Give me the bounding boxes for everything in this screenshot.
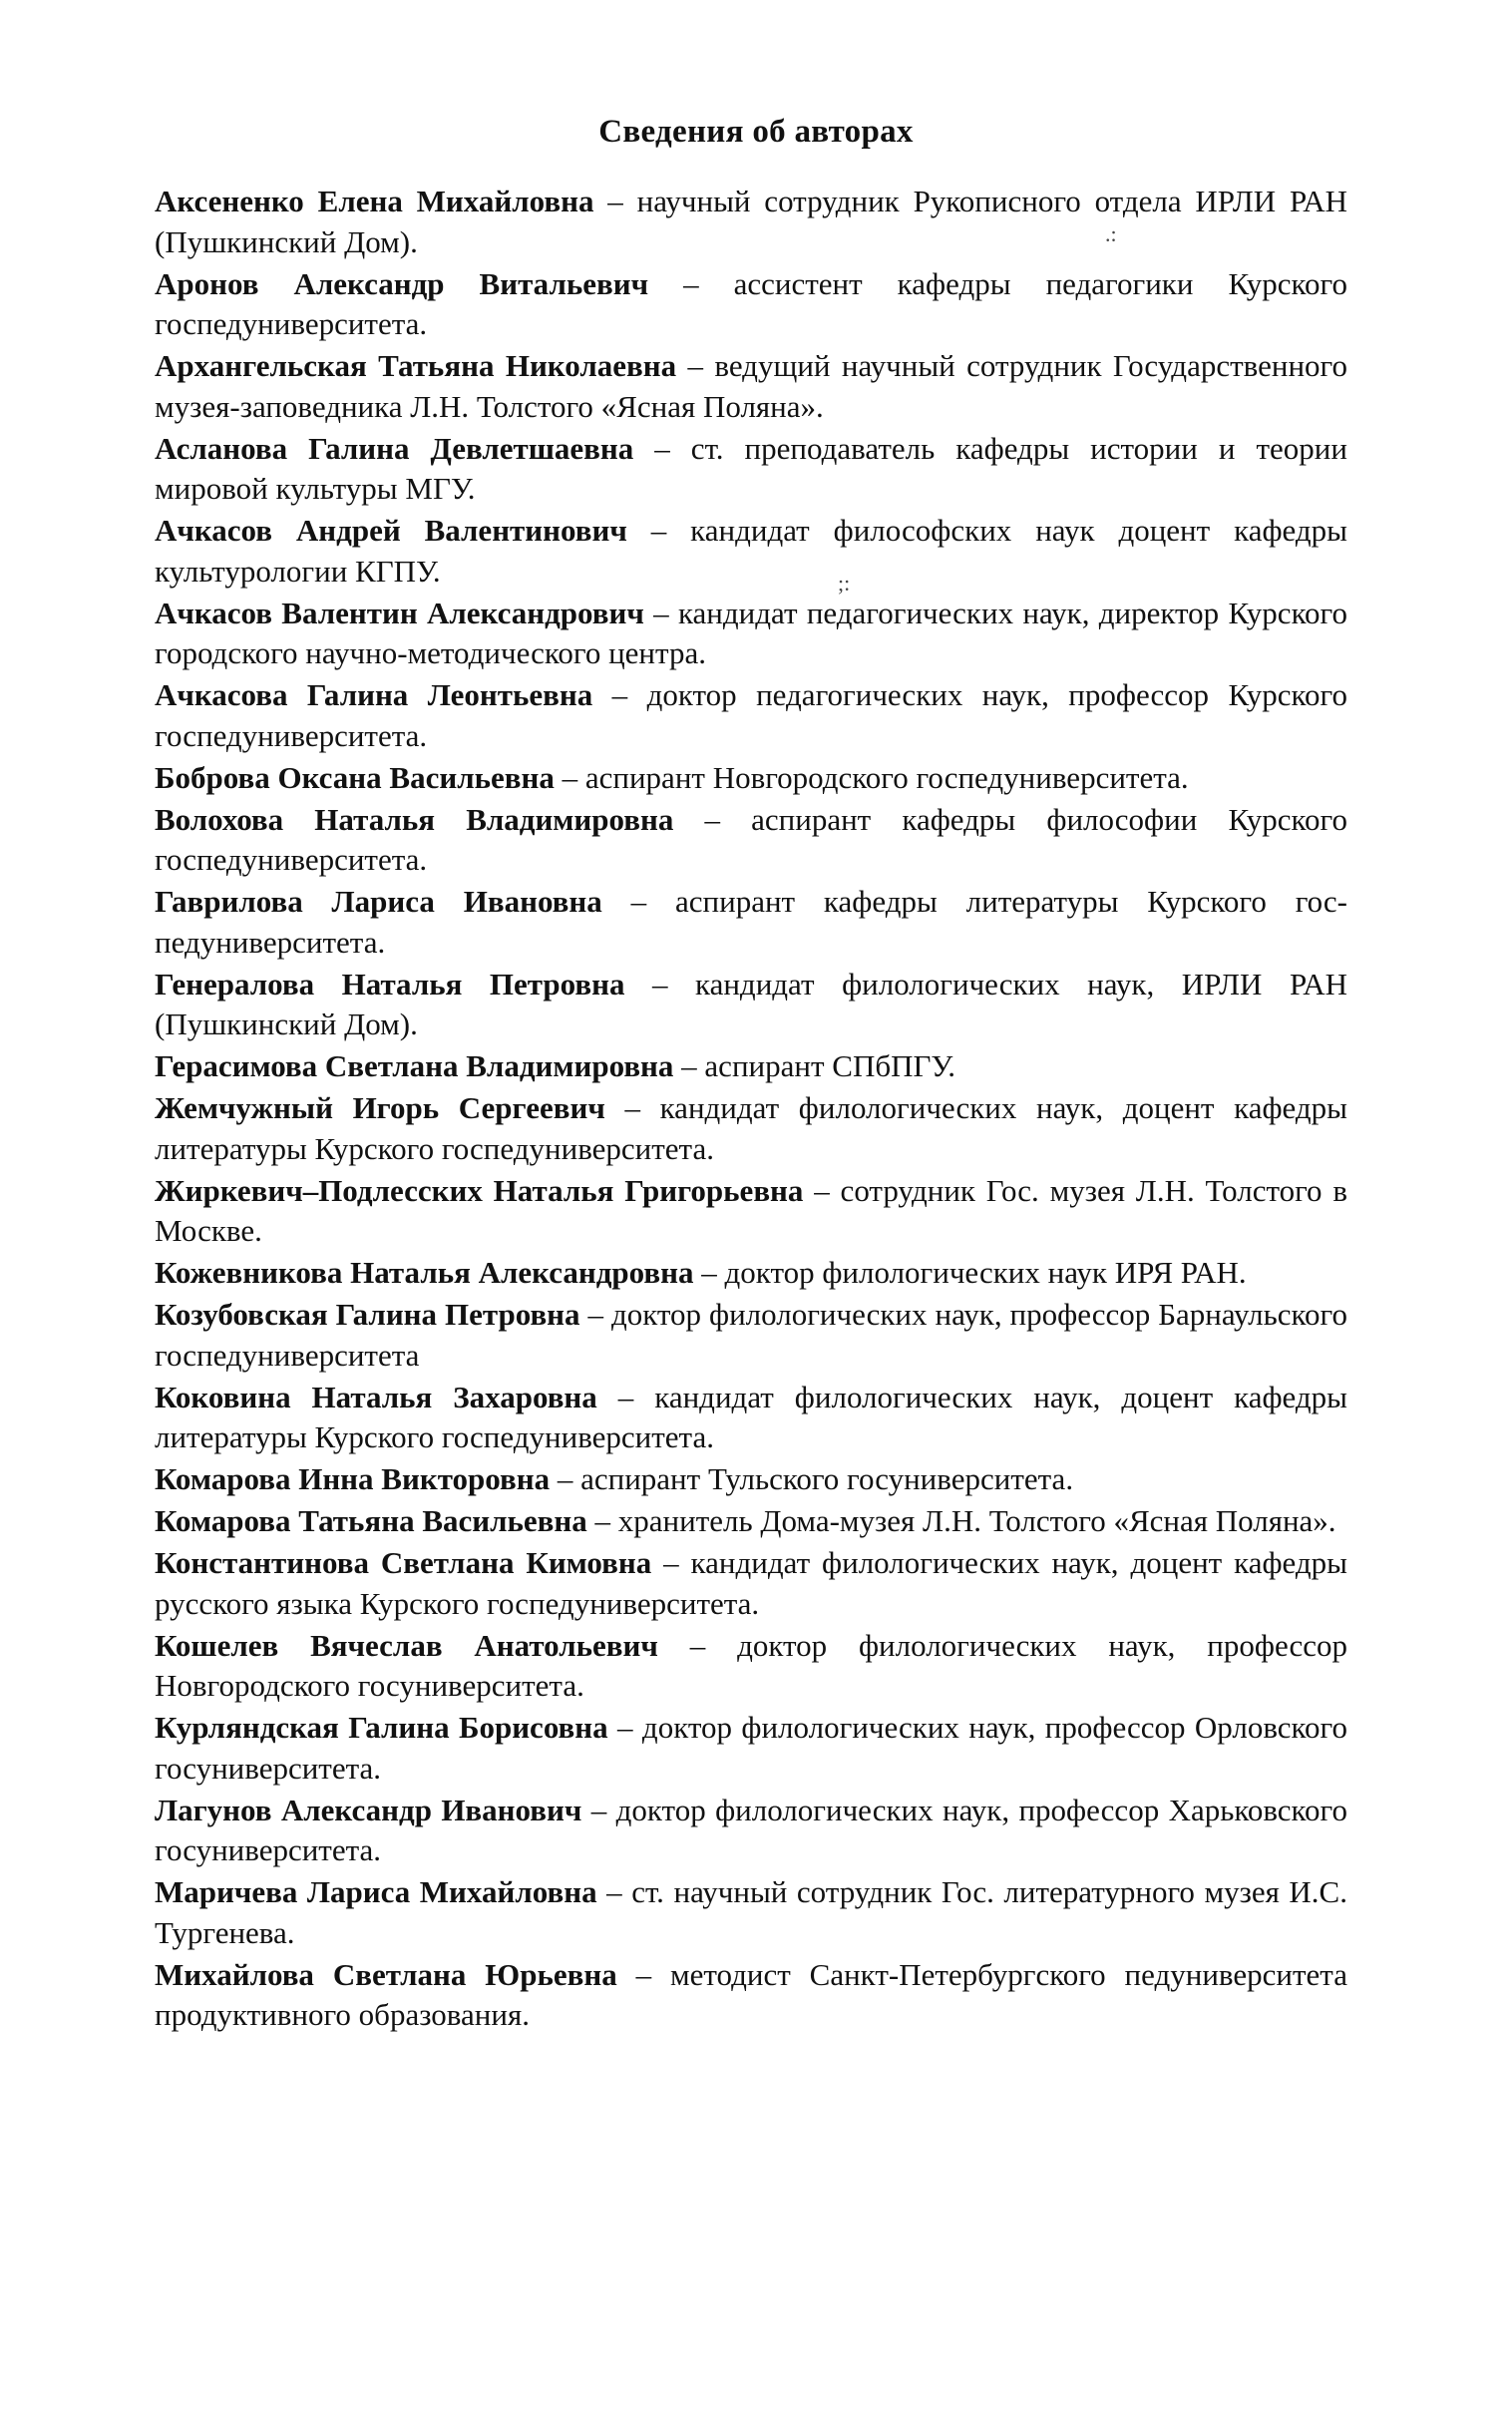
author-description: – ассистент кафедры педагогики Курского госпедуниверситета. xyxy=(155,265,1347,341)
author-entry xyxy=(155,675,1347,756)
author-entry xyxy=(155,182,1347,262)
author-name: Генералова Наталья Петровна xyxy=(155,966,625,1002)
author-entry xyxy=(155,1543,1347,1624)
author-description: – кандидат филологических наук, доцент кафедры литературы Курского госпедуниверситета. xyxy=(155,1090,1348,1166)
author-name: Лагунов Александр Иванович xyxy=(155,1792,582,1827)
author-name: Ачкасова Галина Леонтьевна xyxy=(155,677,593,712)
author-name: Ачкасов Валентин Александрович xyxy=(155,595,644,630)
author-name: Кошелев Вячеслав Анатольевич xyxy=(155,1627,658,1663)
author-description: – аспирант СПбПГУ. xyxy=(673,1048,956,1083)
author-description: – доктор филологических наук, профессор Орловского госуниверситета. xyxy=(155,1710,1347,1786)
author-entry xyxy=(155,1253,1347,1294)
author-description: – доктор филологических наук, профессор Новгородского госуниверситета. xyxy=(155,1627,1347,1703)
author-description: – ст. научный сотрудник Гос. литературного музея И.С. Тургенева. xyxy=(155,1874,1347,1950)
author-entry xyxy=(155,1295,1347,1376)
author-description: – научный сотрудник Рукописного отдела ИРЛИ РАН (Пушкинский Дом). xyxy=(155,184,1347,259)
author-entry xyxy=(155,511,1347,592)
author-entry xyxy=(155,1791,1347,1871)
author-description: – аспирант Новгородского госпедуниверситета. xyxy=(554,759,1189,795)
author-name: Михайлова Светлана Юрьевна xyxy=(155,1956,617,1992)
author-name: Жемчужный Игорь Сергеевич xyxy=(155,1090,605,1125)
author-name: Кожевникова Наталья Александровна xyxy=(155,1255,694,1290)
author-name: Аксененко Елена Михайловна xyxy=(155,184,594,218)
scan-speck: ;: xyxy=(838,571,851,596)
author-entry xyxy=(155,264,1347,345)
author-description: – доктор филологических наук ИРЯ РАН. xyxy=(693,1255,1247,1290)
author-entry xyxy=(155,1171,1347,1252)
author-name: Комарова Инна Викторовна xyxy=(155,1461,551,1496)
authors-list xyxy=(155,182,1347,2037)
author-entry xyxy=(155,1626,1347,1707)
page-title: Сведения об авторах xyxy=(598,114,914,150)
author-entry xyxy=(155,346,1347,427)
author-description: – доктор филологических наук, профессор Харьковского госуниверситета. xyxy=(155,1792,1347,1867)
author-name: Асланова Галина Девлетшаевна xyxy=(155,430,634,466)
author-entry xyxy=(155,594,1347,674)
author-entry xyxy=(155,1501,1347,1542)
author-entry xyxy=(155,1955,1347,2036)
author-name: Архангельская Татьяна Николаевна xyxy=(155,348,677,383)
author-description: – кандидат филологических наук, доцент кафедры русского языка Курского госпедуниверситета. xyxy=(155,1545,1348,1621)
author-name: Жиркевич–Подлесских Наталья Григорьевна xyxy=(155,1172,804,1208)
author-description: – ведущий научный сотрудник Государственного музея-заповедника Л.Н. Толстого «Ясная Поляна». xyxy=(155,348,1347,424)
author-entry xyxy=(155,1708,1347,1789)
author-entry xyxy=(155,429,1347,510)
author-entry xyxy=(155,758,1347,799)
author-name: Ачкасов Андрей Валентинович xyxy=(155,513,627,548)
author-description: – кандидат филологических наук, доцент кафедры литературы Курского госпедуниверситета. xyxy=(155,1379,1347,1454)
author-name: Маричева Лариса Михайловна xyxy=(155,1874,597,1909)
author-description: – доктор педагогических наук, профессор Курского госпедуниверситета. xyxy=(155,677,1347,753)
author-entry xyxy=(155,882,1347,963)
author-entry xyxy=(155,1872,1347,1953)
author-description: – аспирант кафедры философии Курского госпедуниверситета. xyxy=(155,801,1347,877)
author-entry xyxy=(155,1046,1347,1087)
author-description: – ст. преподаватель кафедры истории и теории мировой культуры МГУ. xyxy=(155,430,1347,506)
author-description: – методист Санкт-Петербургского педуниверситета продуктивного образования. xyxy=(155,1956,1347,2032)
author-name: Козубовская Галина Петровна xyxy=(155,1297,580,1332)
author-name: Волохова Наталья Владимировна xyxy=(155,801,674,837)
author-entry xyxy=(155,800,1347,881)
author-description: – кандидат филологических наук, ИРЛИ РАН (Пушкинский Дом). xyxy=(155,966,1348,1041)
author-entry xyxy=(155,965,1347,1045)
author-description: – кандидат педагогических наук, директор Курского городского научно-методического центра. xyxy=(155,595,1347,670)
author-description: – доктор филологических наук, профессор Барнаульского госпедуниверситета xyxy=(155,1297,1347,1373)
scan-speck: .: xyxy=(1105,221,1117,246)
author-description: – сотрудник Гос. музея Л.Н. Толстого в Москве. xyxy=(155,1172,1348,1248)
author-entry xyxy=(155,1459,1347,1500)
author-entry xyxy=(155,1088,1347,1169)
author-name: Герасимова Светлана Владимировна xyxy=(155,1048,674,1083)
author-description: – хранитель Дома-музея Л.Н. Толстого «Ясная Поляна». xyxy=(586,1503,1336,1538)
author-name: Аронов Александр Витальевич xyxy=(155,265,649,301)
author-description: – кандидат философских наук доцент кафедры культурологии КГПУ. xyxy=(155,513,1347,589)
author-name: Боброва Оксана Васильевна xyxy=(155,759,555,795)
author-description: – аспирант Тульского госуниверситета. xyxy=(550,1461,1074,1496)
author-name: Курляндская Галина Борисовна xyxy=(155,1710,608,1745)
author-name: Гаврилова Лариса Ивановна xyxy=(155,884,602,919)
author-name: Константинова Светлана Кимовна xyxy=(155,1545,652,1580)
author-description: – аспирант кафедры литературы Курского госпедуниверситета. xyxy=(155,884,1347,960)
author-entry xyxy=(155,1378,1347,1458)
author-name: Коковина Наталья Захаровна xyxy=(155,1379,597,1414)
author-name: Комарова Татьяна Васильевна xyxy=(155,1503,587,1538)
